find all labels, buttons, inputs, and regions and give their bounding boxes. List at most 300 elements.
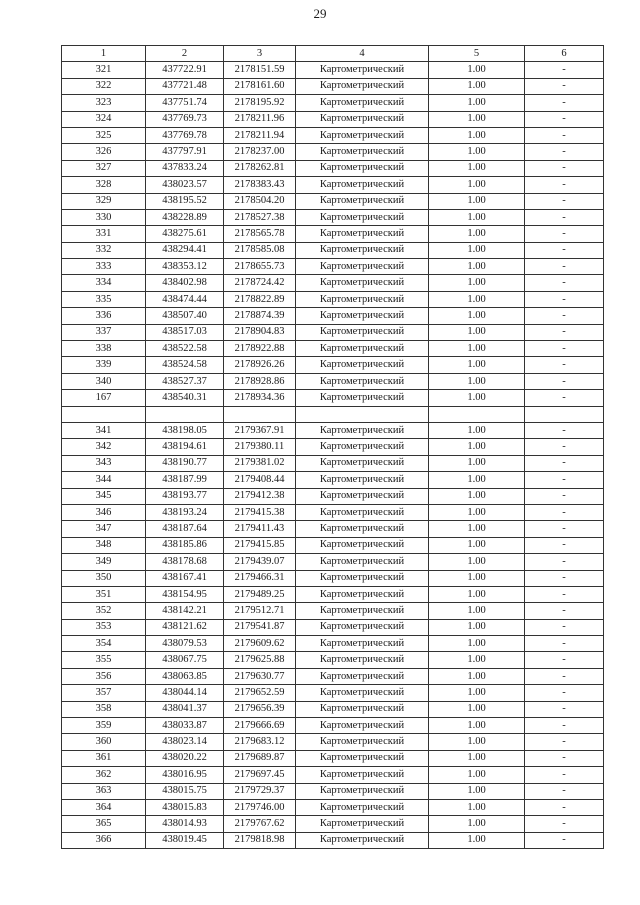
- page-number: 29: [313, 6, 327, 21]
- cell-accuracy: 1.00: [429, 127, 525, 143]
- cell-note: -: [525, 95, 604, 111]
- cell-accuracy: 1.00: [429, 570, 525, 586]
- table-row: [62, 767, 604, 783]
- cell-accuracy: 1.00: [429, 373, 525, 389]
- cell-method: Картометрический: [296, 62, 429, 78]
- cell-y-coordinate: 2178904.83: [224, 324, 296, 340]
- cell-accuracy: 1.00: [429, 357, 525, 373]
- cell-x-coordinate: 438019.45: [146, 832, 224, 848]
- cell-y-coordinate: 2179380.11: [224, 439, 296, 455]
- cell-x-coordinate: 438142.21: [146, 603, 224, 619]
- cell-point-number: 343: [62, 455, 146, 471]
- table-row: [62, 422, 604, 438]
- table-row: [62, 127, 604, 143]
- coordinates-table: [61, 45, 604, 849]
- cell-point-number: 361: [62, 750, 146, 766]
- header-row: [62, 46, 604, 62]
- cell-y-coordinate: 2179630.77: [224, 668, 296, 684]
- cell-y-coordinate: 2179408.44: [224, 472, 296, 488]
- cell-accuracy: 1.00: [429, 209, 525, 225]
- table-row: [62, 750, 604, 766]
- cell-note: -: [525, 226, 604, 242]
- cell-method: Картометрический: [296, 504, 429, 520]
- table-row: [62, 472, 604, 488]
- cell-x-coordinate: 438178.68: [146, 554, 224, 570]
- cell-y-coordinate: 2179412.38: [224, 488, 296, 504]
- cell-x-coordinate: 438023.57: [146, 177, 224, 193]
- cell-method: Картометрический: [296, 701, 429, 717]
- cell-note: -: [525, 619, 604, 635]
- cell-method: Картометрический: [296, 767, 429, 783]
- cell-note: -: [525, 160, 604, 176]
- cell-y-coordinate: 2178237.00: [224, 144, 296, 160]
- cell-method: Картометрический: [296, 226, 429, 242]
- cell-y-coordinate: 2178874.39: [224, 308, 296, 324]
- cell-accuracy: 1.00: [429, 144, 525, 160]
- cell-y-coordinate: 2178724.42: [224, 275, 296, 291]
- table-row: [62, 603, 604, 619]
- cell-method: Картометрический: [296, 160, 429, 176]
- cell-note: -: [525, 78, 604, 94]
- cell-y-coordinate: 2179541.87: [224, 619, 296, 635]
- cell-point-number: 345: [62, 488, 146, 504]
- cell-method: Картометрический: [296, 242, 429, 258]
- table-row: [62, 521, 604, 537]
- cell-y-coordinate: 2179729.37: [224, 783, 296, 799]
- cell-point-number: 326: [62, 144, 146, 160]
- table-row: [62, 652, 604, 668]
- cell-accuracy: 1.00: [429, 586, 525, 602]
- cell-method: Картометрический: [296, 832, 429, 848]
- cell-x-coordinate: 438195.52: [146, 193, 224, 209]
- cell-point-number: 324: [62, 111, 146, 127]
- header-cell-4: 4: [296, 46, 429, 62]
- cell-x-coordinate: 438079.53: [146, 636, 224, 652]
- cell-y-coordinate: 2178211.96: [224, 111, 296, 127]
- cell-y-coordinate: 2178655.73: [224, 259, 296, 275]
- table-row: [62, 734, 604, 750]
- cell-method: Картометрический: [296, 177, 429, 193]
- cell-accuracy: 1.00: [429, 652, 525, 668]
- table-row: [62, 177, 604, 193]
- cell-note: -: [525, 570, 604, 586]
- cell-point-number: 167: [62, 390, 146, 406]
- cell-x-coordinate: 438190.77: [146, 455, 224, 471]
- table-row: [62, 160, 604, 176]
- cell-x-coordinate: 438275.61: [146, 226, 224, 242]
- cell-x-coordinate: [146, 406, 224, 422]
- cell-x-coordinate: 438187.64: [146, 521, 224, 537]
- table-row: [62, 111, 604, 127]
- cell-method: Картометрический: [296, 127, 429, 143]
- cell-point-number: 331: [62, 226, 146, 242]
- cell-method: Картометрический: [296, 472, 429, 488]
- cell-y-coordinate: 2179381.02: [224, 455, 296, 471]
- table-body: [62, 62, 604, 849]
- cell-y-coordinate: 2178585.08: [224, 242, 296, 258]
- cell-x-coordinate: 438524.58: [146, 357, 224, 373]
- table-row: [62, 341, 604, 357]
- cell-note: -: [525, 357, 604, 373]
- cell-accuracy: 1.00: [429, 472, 525, 488]
- cell-point-number: 330: [62, 209, 146, 225]
- cell-point-number: 342: [62, 439, 146, 455]
- cell-y-coordinate: 2179466.31: [224, 570, 296, 586]
- cell-y-coordinate: 2179367.91: [224, 422, 296, 438]
- cell-accuracy: 1.00: [429, 636, 525, 652]
- table-row: [62, 209, 604, 225]
- cell-accuracy: 1.00: [429, 226, 525, 242]
- cell-point-number: 332: [62, 242, 146, 258]
- cell-note: -: [525, 685, 604, 701]
- cell-method: Картометрический: [296, 718, 429, 734]
- cell-note: -: [525, 554, 604, 570]
- cell-point-number: 365: [62, 816, 146, 832]
- cell-y-coordinate: 2179512.71: [224, 603, 296, 619]
- cell-note: -: [525, 209, 604, 225]
- cell-y-coordinate: 2179415.38: [224, 504, 296, 520]
- cell-method: Картометрический: [296, 439, 429, 455]
- cell-method: Картометрический: [296, 488, 429, 504]
- cell-note: -: [525, 390, 604, 406]
- cell-accuracy: 1.00: [429, 62, 525, 78]
- cell-point-number: 337: [62, 324, 146, 340]
- cell-point-number: 364: [62, 799, 146, 815]
- cell-note: -: [525, 603, 604, 619]
- cell-note: -: [525, 750, 604, 766]
- cell-point-number: 344: [62, 472, 146, 488]
- cell-y-coordinate: 2179767.62: [224, 816, 296, 832]
- cell-note: -: [525, 373, 604, 389]
- cell-method: Картометрический: [296, 144, 429, 160]
- cell-note: -: [525, 177, 604, 193]
- cell-point-number: 333: [62, 259, 146, 275]
- table-row: [62, 685, 604, 701]
- cell-point-number: 348: [62, 537, 146, 553]
- cell-point-number: 349: [62, 554, 146, 570]
- cell-point-number: 341: [62, 422, 146, 438]
- cell-x-coordinate: 438294.41: [146, 242, 224, 258]
- cell-y-coordinate: 2178527.38: [224, 209, 296, 225]
- cell-x-coordinate: 438041.37: [146, 701, 224, 717]
- cell-y-coordinate: 2178151.59: [224, 62, 296, 78]
- cell-point-number: 339: [62, 357, 146, 373]
- cell-accuracy: 1.00: [429, 603, 525, 619]
- table-row: [62, 226, 604, 242]
- cell-note: -: [525, 767, 604, 783]
- cell-method: Картометрический: [296, 291, 429, 307]
- cell-note: -: [525, 308, 604, 324]
- header-cell-2: 2: [146, 46, 224, 62]
- cell-y-coordinate: 2178565.78: [224, 226, 296, 242]
- cell-y-coordinate: 2179656.39: [224, 701, 296, 717]
- table-row: [62, 504, 604, 520]
- cell-x-coordinate: 438198.05: [146, 422, 224, 438]
- cell-note: -: [525, 341, 604, 357]
- cell-accuracy: 1.00: [429, 685, 525, 701]
- table-row: [62, 357, 604, 373]
- cell-note: -: [525, 832, 604, 848]
- cell-x-coordinate: 437722.91: [146, 62, 224, 78]
- cell-x-coordinate: 438193.77: [146, 488, 224, 504]
- table-row: [62, 144, 604, 160]
- cell-accuracy: 1.00: [429, 799, 525, 815]
- cell-point-number: 363: [62, 783, 146, 799]
- cell-method: Картометрический: [296, 275, 429, 291]
- cell-accuracy: 1.00: [429, 701, 525, 717]
- header-cell-6: 6: [525, 46, 604, 62]
- cell-method: Картометрический: [296, 668, 429, 684]
- cell-point-number: 327: [62, 160, 146, 176]
- cell-accuracy: 1.00: [429, 619, 525, 635]
- cell-note: -: [525, 144, 604, 160]
- cell-x-coordinate: 438067.75: [146, 652, 224, 668]
- cell-x-coordinate: 438167.41: [146, 570, 224, 586]
- cell-accuracy: 1.00: [429, 422, 525, 438]
- cell-method: Картометрический: [296, 799, 429, 815]
- cell-x-coordinate: 437833.24: [146, 160, 224, 176]
- cell-accuracy: 1.00: [429, 275, 525, 291]
- cell-accuracy: 1.00: [429, 504, 525, 520]
- cell-accuracy: 1.00: [429, 488, 525, 504]
- cell-x-coordinate: 438540.31: [146, 390, 224, 406]
- cell-point-number: [62, 406, 146, 422]
- cell-note: -: [525, 718, 604, 734]
- cell-x-coordinate: 438033.87: [146, 718, 224, 734]
- cell-method: Картометрический: [296, 390, 429, 406]
- table-row: [62, 439, 604, 455]
- cell-y-coordinate: 2179689.87: [224, 750, 296, 766]
- table-row: [62, 619, 604, 635]
- cell-method: Картометрический: [296, 685, 429, 701]
- cell-accuracy: 1.00: [429, 324, 525, 340]
- cell-method: Картометрический: [296, 341, 429, 357]
- cell-accuracy: 1.00: [429, 111, 525, 127]
- cell-y-coordinate: 2178383.43: [224, 177, 296, 193]
- cell-point-number: 347: [62, 521, 146, 537]
- cell-x-coordinate: 438517.03: [146, 324, 224, 340]
- cell-method: Картометрический: [296, 636, 429, 652]
- cell-accuracy: 1.00: [429, 816, 525, 832]
- cell-method: Картометрический: [296, 422, 429, 438]
- table-row: [62, 832, 604, 848]
- cell-x-coordinate: 438015.75: [146, 783, 224, 799]
- table-header: [62, 46, 604, 62]
- cell-method: Картометрический: [296, 603, 429, 619]
- cell-note: -: [525, 537, 604, 553]
- table-row: [62, 636, 604, 652]
- cell-x-coordinate: 438016.95: [146, 767, 224, 783]
- cell-x-coordinate: 438193.24: [146, 504, 224, 520]
- cell-method: Картометрический: [296, 308, 429, 324]
- cell-x-coordinate: 438194.61: [146, 439, 224, 455]
- cell-accuracy: 1.00: [429, 341, 525, 357]
- cell-note: -: [525, 242, 604, 258]
- table-row: [62, 783, 604, 799]
- cell-note: -: [525, 127, 604, 143]
- cell-accuracy: 1.00: [429, 537, 525, 553]
- cell-x-coordinate: 438015.83: [146, 799, 224, 815]
- cell-x-coordinate: 437797.91: [146, 144, 224, 160]
- table-row: [62, 78, 604, 94]
- cell-x-coordinate: 438228.89: [146, 209, 224, 225]
- table-row: [62, 816, 604, 832]
- cell-method: Картометрический: [296, 750, 429, 766]
- cell-point-number: 323: [62, 95, 146, 111]
- cell-accuracy: 1.00: [429, 767, 525, 783]
- cell-note: -: [525, 701, 604, 717]
- cell-note: -: [525, 422, 604, 438]
- cell-accuracy: 1.00: [429, 455, 525, 471]
- table-row: [62, 586, 604, 602]
- cell-y-coordinate: 2178504.20: [224, 193, 296, 209]
- cell-point-number: 322: [62, 78, 146, 94]
- cell-method: Картометрический: [296, 78, 429, 94]
- cell-method: Картометрический: [296, 357, 429, 373]
- cell-note: -: [525, 439, 604, 455]
- cell-y-coordinate: 2178934.36: [224, 390, 296, 406]
- cell-y-coordinate: 2179489.25: [224, 586, 296, 602]
- cell-accuracy: 1.00: [429, 783, 525, 799]
- cell-y-coordinate: 2178928.86: [224, 373, 296, 389]
- header-cell-3: 3: [224, 46, 296, 62]
- cell-point-number: 356: [62, 668, 146, 684]
- cell-x-coordinate: 437769.73: [146, 111, 224, 127]
- cell-point-number: 328: [62, 177, 146, 193]
- cell-note: -: [525, 62, 604, 78]
- cell-note: -: [525, 324, 604, 340]
- cell-x-coordinate: 438154.95: [146, 586, 224, 602]
- cell-note: -: [525, 111, 604, 127]
- cell-note: -: [525, 734, 604, 750]
- cell-point-number: 325: [62, 127, 146, 143]
- table-row: [62, 95, 604, 111]
- cell-note: -: [525, 488, 604, 504]
- cell-point-number: 329: [62, 193, 146, 209]
- cell-method: Картометрический: [296, 652, 429, 668]
- cell-point-number: 360: [62, 734, 146, 750]
- cell-note: -: [525, 816, 604, 832]
- cell-accuracy: 1.00: [429, 554, 525, 570]
- cell-point-number: 336: [62, 308, 146, 324]
- cell-point-number: 354: [62, 636, 146, 652]
- table-row: [62, 324, 604, 340]
- table-row: [62, 406, 604, 422]
- cell-method: Картометрический: [296, 455, 429, 471]
- cell-y-coordinate: 2178822.89: [224, 291, 296, 307]
- cell-y-coordinate: 2179666.69: [224, 718, 296, 734]
- cell-method: Картометрический: [296, 95, 429, 111]
- cell-y-coordinate: 2179818.98: [224, 832, 296, 848]
- cell-point-number: 334: [62, 275, 146, 291]
- cell-method: Картометрический: [296, 259, 429, 275]
- cell-note: -: [525, 472, 604, 488]
- table-row: [62, 799, 604, 815]
- table-row: [62, 259, 604, 275]
- cell-x-coordinate: 437769.78: [146, 127, 224, 143]
- cell-note: -: [525, 652, 604, 668]
- cell-accuracy: 1.00: [429, 521, 525, 537]
- cell-y-coordinate: 2178922.88: [224, 341, 296, 357]
- cell-x-coordinate: 438023.14: [146, 734, 224, 750]
- cell-accuracy: 1.00: [429, 832, 525, 848]
- table-row: [62, 455, 604, 471]
- header-cell-5: 5: [429, 46, 525, 62]
- table-row: [62, 701, 604, 717]
- cell-accuracy: [429, 406, 525, 422]
- cell-point-number: 352: [62, 603, 146, 619]
- cell-note: -: [525, 275, 604, 291]
- cell-accuracy: 1.00: [429, 259, 525, 275]
- cell-accuracy: 1.00: [429, 390, 525, 406]
- cell-x-coordinate: 437751.74: [146, 95, 224, 111]
- table-row: [62, 373, 604, 389]
- cell-point-number: 338: [62, 341, 146, 357]
- cell-x-coordinate: 438044.14: [146, 685, 224, 701]
- cell-x-coordinate: 438020.22: [146, 750, 224, 766]
- cell-y-coordinate: 2178262.81: [224, 160, 296, 176]
- cell-x-coordinate: 438474.44: [146, 291, 224, 307]
- cell-method: Картометрический: [296, 816, 429, 832]
- cell-point-number: 321: [62, 62, 146, 78]
- cell-x-coordinate: 438353.12: [146, 259, 224, 275]
- cell-point-number: 362: [62, 767, 146, 783]
- cell-point-number: 355: [62, 652, 146, 668]
- cell-note: -: [525, 668, 604, 684]
- cell-method: Картометрический: [296, 324, 429, 340]
- cell-method: Картометрический: [296, 373, 429, 389]
- cell-y-coordinate: 2179609.62: [224, 636, 296, 652]
- cell-y-coordinate: 2179411.43: [224, 521, 296, 537]
- cell-method: Картометрический: [296, 193, 429, 209]
- cell-x-coordinate: 438522.58: [146, 341, 224, 357]
- table-row: [62, 488, 604, 504]
- cell-accuracy: 1.00: [429, 668, 525, 684]
- table-row: [62, 291, 604, 307]
- cell-x-coordinate: 438014.93: [146, 816, 224, 832]
- cell-x-coordinate: 438507.40: [146, 308, 224, 324]
- cell-note: -: [525, 291, 604, 307]
- cell-accuracy: 1.00: [429, 242, 525, 258]
- cell-method: Картометрический: [296, 521, 429, 537]
- table-row: [62, 390, 604, 406]
- cell-y-coordinate: 2179439.07: [224, 554, 296, 570]
- cell-note: -: [525, 259, 604, 275]
- cell-y-coordinate: [224, 406, 296, 422]
- cell-y-coordinate: 2179697.45: [224, 767, 296, 783]
- table-row: [62, 62, 604, 78]
- header-cell-1: 1: [62, 46, 146, 62]
- cell-accuracy: 1.00: [429, 291, 525, 307]
- cell-accuracy: 1.00: [429, 439, 525, 455]
- cell-x-coordinate: 438063.85: [146, 668, 224, 684]
- table-row: [62, 275, 604, 291]
- cell-x-coordinate: 438527.37: [146, 373, 224, 389]
- cell-accuracy: 1.00: [429, 734, 525, 750]
- table-row: [62, 537, 604, 553]
- cell-method: Картометрический: [296, 734, 429, 750]
- table-row: [62, 242, 604, 258]
- cell-note: -: [525, 455, 604, 471]
- cell-note: -: [525, 193, 604, 209]
- cell-accuracy: 1.00: [429, 193, 525, 209]
- cell-accuracy: 1.00: [429, 95, 525, 111]
- table-row: [62, 554, 604, 570]
- cell-method: Картометрический: [296, 537, 429, 553]
- cell-method: Картометрический: [296, 586, 429, 602]
- cell-accuracy: 1.00: [429, 308, 525, 324]
- cell-y-coordinate: 2178161.60: [224, 78, 296, 94]
